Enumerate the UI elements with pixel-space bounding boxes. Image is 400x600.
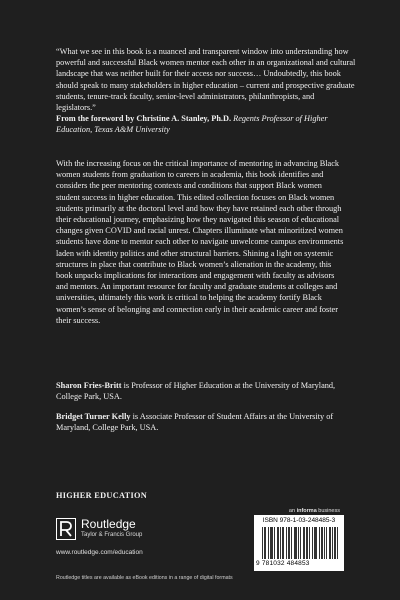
barcode-bar — [334, 527, 335, 559]
barcode-bar — [291, 527, 292, 559]
barcode-bar — [289, 527, 290, 559]
isbn-text: ISBN 978-1-03-248485-3 — [262, 517, 336, 524]
barcode-bar — [272, 527, 273, 559]
publisher-group: Taylor & Francis Group — [81, 532, 143, 538]
attribution-author: From the foreword by Christine A. Stanley, Ph.D. — [56, 114, 232, 124]
informa-suffix: business — [316, 508, 340, 514]
barcode-bar — [304, 527, 305, 559]
barcode-bar — [309, 527, 310, 559]
barcode-bar — [283, 527, 284, 559]
barcode-bar — [329, 527, 330, 559]
barcode-bar — [303, 527, 304, 559]
publisher-name: Routledge — [81, 517, 136, 531]
barcode-bar — [270, 527, 271, 559]
informa-business-tag — [289, 508, 340, 514]
barcode-bar — [274, 527, 275, 559]
publisher-url: www.routledge.com/education — [56, 549, 143, 556]
author-bio-2 — [56, 411, 346, 433]
barcode-bar — [294, 527, 295, 559]
barcode-bar — [295, 527, 296, 559]
barcode-bar — [324, 527, 325, 559]
barcode-bar — [322, 527, 323, 559]
author-bio-1 — [56, 380, 346, 402]
barcode-bar — [335, 527, 336, 559]
barcode-bar — [316, 527, 317, 559]
subject-category: HIGHER EDUCATION — [56, 491, 148, 500]
endorsement-quote — [56, 46, 356, 136]
quote-text: “What we see in this book is a nuanced and transparent window into understanding how powerful and successful Black women mentor each other in an organizational and cultural landscape that was neither built for their access nor success… Undoubtedly, this book should speak to many stakeholders in higher education – current and prospective graduate students, tenure-track faculty, senior-level administrators, philanthropists, and legislators.” — [56, 47, 356, 113]
barcode-bar — [265, 527, 266, 559]
barcode-bar — [262, 527, 263, 559]
barcode-bar — [286, 527, 287, 559]
author-bio-text-1: is Professor of Higher Education at the University of Maryland, College Park, USA. — [56, 381, 336, 402]
barcode-bar — [307, 527, 308, 559]
barcode-bar — [319, 527, 320, 559]
ebook-note: Routledge titles are available as eBook editions in a range of digital formats — [56, 575, 233, 581]
barcode-bar — [321, 527, 322, 559]
attribution-title: Regents Professor of Higher Education, Texas A&M University — [56, 114, 328, 135]
barcode-bar — [300, 527, 301, 559]
informa-prefix: an — [288, 508, 297, 514]
barcode-bar — [326, 527, 327, 559]
barcode-digits: 9 781032 484853 — [256, 560, 310, 567]
barcode-bar — [264, 527, 265, 559]
barcode-bars — [262, 527, 338, 559]
routledge-r-icon — [56, 518, 76, 540]
barcode-bar — [332, 527, 333, 559]
informa-brand: informa — [296, 508, 317, 514]
barcode-bar — [312, 527, 313, 559]
barcode-bar — [337, 527, 338, 559]
book-description: With the increasing focus on the critical importance of mentoring in advancing Black women students from graduation to careers in academia, this book identifies and considers the peer mentoring contexts and conditions that support Black women student success in higher education. This edited collection focuses on Black women students primarily at the doctoral level and how they have retained each other through their educational journey, emphasizing how they navigated this season of educational changes given COVID and racial unrest. Chapters illuminate what minoritized women students have done to mentor each other to navigate unwelcome campus environments laden with identity politics and other structural barriers. Shining a light on systemic structures in place that contribute to Black women’s alienation in the academy, this book unpacks implications for interactions and engagement with faculty as advisors and mentors. An important resource for faculty and graduate students at colleges and universities, ultimately this work is critical to helping the academy fortify Black women’s sense of belonging and connection early in their academic career and foster their success. — [56, 159, 344, 325]
author-name-1: Sharon Fries-Britt — [56, 381, 122, 390]
author-bio-text-2: is Associate Professor of Student Affairs at the University of Maryland, College Park, USA. — [56, 412, 334, 433]
barcode-bar — [314, 527, 315, 559]
barcode-bar — [298, 527, 299, 559]
isbn-barcode — [254, 515, 344, 571]
quote-attribution — [56, 113, 356, 135]
barcode-bar — [315, 527, 316, 559]
barcode-bar — [268, 527, 269, 559]
barcode-bar — [282, 527, 283, 559]
barcode-bar — [277, 527, 278, 559]
barcode-bar — [278, 527, 279, 559]
barcode-bar — [288, 527, 289, 559]
barcode-bar — [280, 527, 281, 559]
barcode-bar — [306, 527, 307, 559]
barcode-bar — [330, 527, 331, 559]
barcode-bar — [296, 527, 297, 559]
publisher-logo — [56, 516, 196, 546]
barcode-bar — [271, 527, 272, 559]
author-name-2: Bridget Turner Kelly — [56, 412, 131, 421]
